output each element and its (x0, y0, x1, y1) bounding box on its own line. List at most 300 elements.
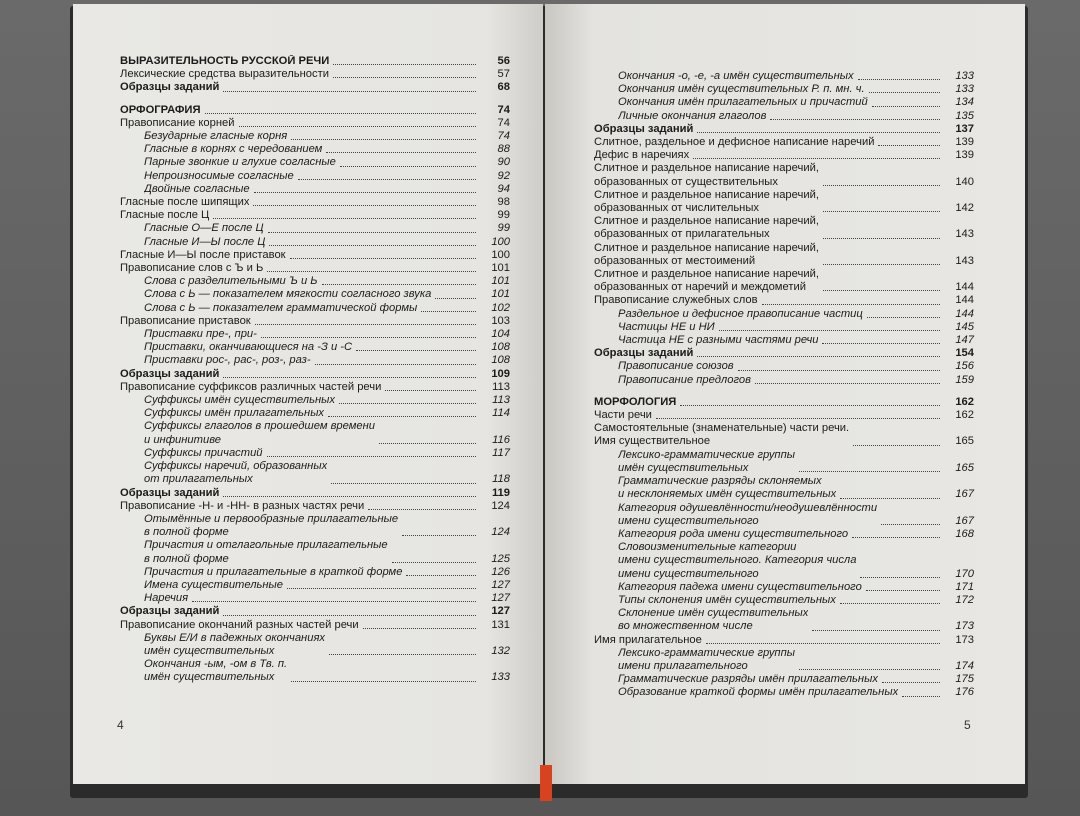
dot-leader (799, 669, 940, 670)
toc-entry (594, 686, 974, 699)
toc-entry (594, 321, 974, 334)
toc-entry-page: 74 (497, 103, 510, 116)
toc-entry (120, 143, 510, 156)
toc-entry (594, 83, 974, 96)
toc-entry (120, 262, 510, 275)
toc-entry-title: Суффиксы глаголов в прошедшем времени и инфинитиве (144, 420, 376, 446)
toc-entry (594, 607, 974, 633)
toc-entry-title: Правописание суффиксов различных частей речи (120, 380, 382, 393)
toc-entry (120, 249, 510, 262)
toc-entry-page: 126 (491, 565, 510, 578)
dot-leader (326, 152, 476, 153)
toc-entry (594, 673, 974, 686)
toc-entry-page: 173 (955, 633, 974, 646)
toc-entry-title: Безударные гласные корня (144, 130, 288, 143)
toc-entry-page: 142 (955, 202, 974, 215)
dot-leader (853, 445, 940, 446)
toc-entry-title: Гласные И—Ы после Ц (144, 235, 266, 248)
dot-leader (693, 158, 940, 159)
toc-entry-title: Гласные в корнях с чередованием (144, 143, 323, 156)
dot-leader (697, 356, 940, 357)
dot-leader (223, 377, 476, 378)
right-page-number: 5 (964, 718, 971, 732)
toc-entry-title: Раздельное и дефисное правописание частиц (618, 307, 863, 320)
toc-entry-title: Словоизменительные категории имени существительного. Категория числа имени существительного (618, 541, 857, 580)
toc-entry-page: 137 (955, 122, 974, 135)
toc-entry-title: Суффиксы причастий (144, 446, 263, 459)
toc-entry (594, 541, 974, 581)
dot-leader (878, 145, 940, 146)
toc-entry-title: Суффиксы имён прилагательных (144, 407, 325, 420)
toc-entry-title: Правописание окончаний разных частей речи (120, 618, 359, 631)
toc-entry-title: Наречия (144, 592, 189, 605)
dot-leader (331, 483, 476, 484)
dot-leader (762, 304, 940, 305)
toc-entry (120, 579, 510, 592)
toc-entry (120, 632, 510, 658)
toc-entry-title: Типы склонения имён существительных (618, 593, 836, 606)
dot-leader (339, 403, 476, 404)
toc-entry (594, 581, 974, 594)
dot-leader (738, 370, 940, 371)
toc-entry-page: 98 (497, 196, 510, 209)
toc-entry-page: 56 (497, 55, 510, 67)
toc-entry-page: 90 (497, 156, 510, 169)
toc-entry-title: Слитное и раздельное написание наречий, образованных от наречий и междометий (594, 268, 819, 294)
toc-entry (120, 447, 510, 460)
toc-entry-title: Категория рода имени существительного (618, 527, 849, 540)
toc-entry-page: 143 (955, 254, 974, 267)
toc-entry (594, 594, 974, 607)
toc-entry (594, 136, 974, 149)
toc-entry-title: Образцы заданий (594, 347, 694, 360)
toc-entry-title: Гласные после Ц (120, 209, 210, 222)
toc-entry-title: Правописание слов с Ъ и Ь (120, 262, 264, 275)
toc-entry (120, 394, 510, 407)
toc-entry-title: ОРФОГРАФИЯ (120, 103, 201, 116)
toc-entry-page: 134 (955, 96, 974, 109)
toc-entry-title: Окончания имён прилагательных и причастий (618, 96, 868, 109)
toc-entry (120, 275, 510, 288)
toc-entry-title: Отымённые и первообразные прилагательные в полной форме (144, 512, 399, 539)
toc-entry-page: 102 (491, 301, 510, 314)
toc-entry-title: Самостоятельные (знаменательные) части речи. Имя существительное (594, 422, 850, 448)
toc-entry (594, 110, 974, 123)
toc-entry-title: Категория одушевлённости/неодушевлённости имени существительного (618, 501, 878, 527)
toc-entry (120, 209, 510, 222)
toc-entry-page: 101 (491, 262, 510, 275)
toc-entry-page: 172 (955, 593, 974, 606)
toc-entry (120, 460, 510, 486)
toc-entry-page: 147 (955, 334, 974, 347)
toc-entry-page: 108 (491, 354, 510, 367)
toc-entry-page: 144 (955, 281, 974, 294)
toc-entry-page: 127 (491, 578, 510, 591)
dot-leader (333, 64, 476, 65)
toc-entry-page: 117 (492, 446, 510, 459)
dot-leader (406, 575, 476, 576)
dot-leader (867, 317, 940, 318)
toc-entry-page: 171 (955, 580, 974, 593)
toc-entry-title: Образцы заданий (120, 605, 220, 618)
toc-entry (594, 70, 974, 83)
toc-entry-page: 139 (955, 136, 974, 149)
toc-entry-page: 131 (491, 618, 510, 631)
toc-entry-title: Двойные согласные (144, 182, 250, 195)
toc-entry-page: 127 (491, 592, 510, 605)
toc-entry (120, 513, 510, 539)
dot-leader (799, 471, 940, 472)
toc-entry (120, 130, 510, 143)
toc-entry (120, 302, 510, 315)
toc-entry-title: Непроизносимые согласные (144, 169, 294, 182)
dot-leader (770, 119, 940, 120)
toc-entry (120, 381, 510, 394)
toc-entry-page: 174 (955, 659, 974, 672)
toc-entry-title: Слитное и раздельное написание наречий, образованных от числительных (594, 188, 819, 215)
toc-entry-page: 176 (955, 686, 974, 699)
dot-leader (213, 218, 476, 219)
dot-leader (823, 264, 940, 265)
toc-entry-title: Грамматические разряды склоняемых и несклоняемых имён существительных (618, 475, 837, 501)
toc-entry (594, 647, 974, 673)
toc-entry-page: 154 (955, 347, 974, 360)
toc-entry-page: 57 (497, 68, 510, 81)
toc-entry-title: Суффиксы наречий, образованных от прилагательных (144, 460, 328, 486)
toc-entry (120, 487, 510, 500)
dot-leader (298, 179, 476, 180)
dot-leader (223, 615, 476, 616)
toc-entry (594, 502, 974, 528)
toc-entry-title: Окончания -ым, -ом в Тв. п. имён существительных (144, 658, 288, 684)
toc-entry (594, 374, 974, 387)
left-page-number: 4 (117, 718, 124, 732)
dot-leader (719, 330, 940, 331)
toc-entry-page: 133 (491, 671, 510, 684)
toc-entry-page: 145 (955, 320, 974, 333)
dot-leader (882, 682, 940, 683)
right-toc-list (594, 70, 974, 700)
dot-leader (872, 106, 940, 107)
toc-entry-title: Причастия и отглагольные прилагательные в полной форме (144, 539, 388, 565)
toc-entry-page: 119 (491, 486, 510, 499)
dot-leader (261, 337, 476, 338)
left-toc-list (120, 55, 510, 685)
toc-entry (120, 328, 510, 341)
toc-entry (120, 170, 510, 183)
toc-entry (120, 236, 510, 249)
toc-entry (120, 315, 510, 328)
toc-entry-page: 94 (497, 182, 510, 195)
toc-entry-title: Частицы НЕ и НИ (618, 320, 715, 333)
toc-entry-page: 118 (492, 473, 510, 486)
toc-entry (594, 189, 974, 215)
toc-entry (594, 449, 974, 475)
dot-leader (860, 577, 940, 578)
toc-entry-title: Окончания -о, -е, -а имён существительных (618, 70, 854, 82)
dot-leader (333, 77, 476, 78)
toc-entry-page: 101 (491, 275, 510, 288)
dot-leader (823, 211, 940, 212)
dot-leader (315, 364, 476, 365)
toc-entry (594, 294, 974, 307)
toc-entry-page: 135 (955, 109, 974, 122)
toc-entry-page: 159 (955, 373, 974, 386)
dot-leader (268, 232, 476, 233)
dot-leader (267, 271, 476, 272)
toc-entry-page: 124 (491, 499, 510, 512)
toc-entry-title: Образцы заданий (120, 81, 220, 94)
dot-leader (356, 350, 476, 351)
toc-entry-title: Правописание корней (120, 116, 235, 129)
toc-entry (120, 341, 510, 354)
toc-entry-page: 99 (497, 222, 510, 235)
dot-leader (328, 416, 476, 417)
toc-entry-title: Слова с разделительными Ъ и Ь (144, 275, 318, 288)
toc-entry (594, 96, 974, 109)
dot-leader (368, 509, 476, 510)
toc-entry-title: Правописание служебных слов (594, 294, 758, 307)
dot-leader (379, 443, 476, 444)
toc-entry-page: 88 (497, 143, 510, 156)
dot-leader (223, 496, 476, 497)
dot-leader (239, 126, 476, 127)
dot-leader (823, 185, 940, 186)
toc-entry-page: 100 (491, 235, 510, 248)
dot-leader (205, 113, 476, 114)
toc-entry-title: Образцы заданий (594, 122, 694, 135)
toc-entry-title: Лексические средства выразительности (120, 68, 329, 81)
toc-entry-page: 156 (955, 360, 974, 373)
toc-entry (120, 288, 510, 301)
toc-entry-page: 103 (491, 314, 510, 327)
toc-entry-title: ВЫРАЗИТЕЛЬНОСТЬ РУССКОЙ РЕЧИ (120, 55, 330, 67)
dot-leader (902, 696, 940, 697)
dot-leader (866, 590, 940, 591)
dot-leader (812, 630, 940, 631)
toc-entry (120, 55, 510, 68)
dot-leader (840, 603, 940, 604)
toc-entry (594, 409, 974, 422)
toc-entry-page: 167 (955, 488, 974, 501)
toc-entry-title: МОРФОЛОГИЯ (594, 395, 677, 408)
dot-leader (269, 245, 476, 246)
toc-entry (594, 149, 974, 162)
toc-entry (120, 81, 510, 94)
toc-entry-title: Слитное и раздельное написание наречий, образованных от существительных (594, 162, 819, 188)
toc-entry-page: 113 (492, 394, 510, 407)
toc-entry-title: Склонение имён существительных во множественном числе (618, 607, 809, 633)
dot-leader (706, 643, 940, 644)
toc-entry-title: Причастия и прилагательные в краткой форме (144, 565, 403, 578)
toc-entry-page: 108 (491, 341, 510, 354)
toc-entry-title: Частица НЕ с разными частями речи (618, 334, 819, 347)
toc-entry (120, 658, 510, 684)
dot-leader (255, 324, 476, 325)
toc-entry-title: Правописание предлогов (618, 373, 751, 386)
toc-entry-page: 173 (955, 620, 974, 633)
toc-entry-page: 127 (491, 605, 510, 618)
dot-leader (823, 238, 940, 239)
toc-entry-page: 99 (497, 209, 510, 222)
toc-entry-title: Части речи (594, 409, 652, 422)
toc-entry (594, 334, 974, 347)
toc-entry-title: Категория падежа имени существительного (618, 580, 862, 593)
dot-leader (869, 92, 940, 93)
toc-entry-page: 144 (955, 307, 974, 320)
toc-entry (120, 539, 510, 565)
toc-entry-page: 74 (497, 116, 510, 129)
dot-leader (822, 343, 940, 344)
dot-leader (881, 524, 940, 525)
toc-entry (594, 242, 974, 268)
toc-entry (594, 396, 974, 409)
toc-entry-title: Образцы заданий (120, 486, 220, 499)
toc-entry-title: Лексико-грамматические группы имён существительных (618, 448, 795, 474)
dot-leader (192, 601, 476, 602)
toc-entry-page: 104 (491, 328, 510, 341)
toc-entry-page: 162 (955, 395, 974, 408)
dot-leader (823, 290, 940, 291)
dot-leader (340, 166, 476, 167)
toc-entry (594, 422, 974, 448)
toc-entry-title: Слитное и раздельное написание наречий, образованных от прилагательных (594, 215, 819, 241)
dot-leader (290, 258, 476, 259)
toc-entry-title: Гласные после шипящих (120, 196, 250, 209)
toc-entry-page: 133 (955, 83, 974, 96)
toc-entry-title: Приставки пре-, при- (144, 328, 257, 341)
toc-entry (120, 605, 510, 618)
toc-entry-page: 168 (955, 527, 974, 540)
toc-entry (120, 566, 510, 579)
toc-entry-title: Правописание союзов (618, 360, 734, 373)
dot-leader (697, 132, 940, 133)
toc-entry-page: 68 (497, 81, 510, 94)
toc-entry-page: 109 (491, 367, 510, 380)
toc-entry-page: 165 (955, 435, 974, 448)
toc-entry-title: Грамматические разряды имён прилагательных (618, 673, 878, 686)
toc-entry (120, 68, 510, 81)
toc-entry-title: Слова с Ь — показателем грамматической формы (144, 301, 418, 314)
toc-entry (120, 156, 510, 169)
toc-entry-title: Правописание -Н- и -НН- в разных частях речи (120, 499, 365, 512)
toc-entry-page: 101 (491, 288, 510, 301)
toc-entry (594, 347, 974, 360)
dot-leader (840, 498, 940, 499)
toc-entry (594, 308, 974, 321)
toc-entry (594, 215, 974, 241)
toc-entry-page: 113 (492, 380, 510, 393)
toc-entry-title: Имя прилагательное (594, 633, 702, 646)
dot-leader (435, 298, 476, 299)
toc-entry (594, 162, 974, 188)
toc-entry-page: 132 (491, 644, 510, 657)
toc-entry-page: 165 (955, 461, 974, 474)
toc-entry-page: 114 (492, 407, 510, 420)
toc-entry-page: 116 (492, 433, 510, 446)
dot-leader (402, 535, 476, 536)
toc-entry-page: 143 (955, 228, 974, 241)
toc-entry (594, 360, 974, 373)
toc-entry (594, 268, 974, 294)
dot-leader (253, 205, 476, 206)
toc-entry (120, 183, 510, 196)
toc-entry (120, 592, 510, 605)
toc-entry-title: Приставки рос-, рас-, роз-, раз- (144, 354, 311, 367)
toc-entry-title: Гласные О—Е после Ц (144, 222, 264, 235)
dot-leader (680, 405, 940, 406)
toc-entry-title: Образцы заданий (120, 367, 220, 380)
toc-entry-page: 162 (955, 409, 974, 422)
toc-entry-page: 144 (955, 294, 974, 307)
toc-entry-page: 139 (955, 149, 974, 162)
dot-leader (329, 654, 476, 655)
toc-entry-title: Слитное, раздельное и дефисное написание наречий (594, 136, 875, 149)
dot-leader (656, 418, 940, 419)
toc-entry-title: Буквы Е/И в падежных окончаниях имён существительных (144, 631, 326, 657)
toc-entry (594, 123, 974, 136)
dot-leader (392, 562, 476, 563)
toc-entry-page: 140 (955, 175, 974, 188)
toc-entry-title: Гласные И—Ы после приставок (120, 248, 286, 261)
toc-entry-title: Слова с Ь — показателем мягкости согласного звука (144, 288, 432, 301)
toc-entry (120, 368, 510, 381)
toc-entry-page: 100 (491, 248, 510, 261)
toc-entry (120, 117, 510, 130)
toc-entry-title: Личные окончания глаголов (618, 109, 767, 122)
dot-leader (291, 139, 476, 140)
toc-entry-title: Суффиксы имён существительных (144, 394, 335, 407)
toc-entry-page: 170 (955, 567, 974, 580)
toc-entry (120, 420, 510, 446)
dot-leader (363, 628, 476, 629)
toc-entry-title: Правописание приставок (120, 314, 251, 327)
toc-entry (120, 196, 510, 209)
toc-entry-title: Имена существительные (144, 578, 284, 591)
toc-entry-title: Парные звонкие и глухие согласные (144, 156, 336, 169)
book-spine-edge (540, 765, 552, 801)
toc-entry (120, 619, 510, 632)
toc-entry-page: 124 (491, 526, 510, 539)
toc-entry (120, 104, 510, 117)
toc-entry-page: 74 (497, 130, 510, 143)
dot-leader (223, 91, 476, 92)
toc-entry-title: Лексико-грамматические группы имени прилагательного (618, 646, 795, 672)
dot-leader (858, 79, 940, 80)
dot-leader (852, 537, 940, 538)
dot-leader (291, 681, 476, 682)
toc-entry (120, 222, 510, 235)
dot-leader (322, 284, 476, 285)
dot-leader (385, 390, 476, 391)
toc-entry-title: Слитное и раздельное написание наречий, образованных от местоимений (594, 241, 819, 267)
toc-entry-title: Окончания имён существительных Р. п. мн. ч. (618, 83, 865, 96)
toc-entry (594, 475, 974, 501)
toc-entry (594, 634, 974, 647)
toc-entry-title: Образование краткой формы имён прилагательных (618, 686, 899, 699)
toc-entry (120, 407, 510, 420)
dot-leader (287, 588, 476, 589)
dot-leader (421, 311, 476, 312)
toc-entry-title: Дефис в наречиях (594, 149, 690, 162)
toc-entry (120, 500, 510, 513)
toc-entry-page: 167 (955, 514, 974, 527)
toc-entry-title: Приставки, оканчивающиеся на -З и -С (144, 341, 353, 354)
toc-entry (594, 528, 974, 541)
toc-entry-page: 92 (497, 169, 510, 182)
toc-entry-page: 133 (955, 70, 974, 82)
toc-entry-page: 175 (955, 673, 974, 686)
